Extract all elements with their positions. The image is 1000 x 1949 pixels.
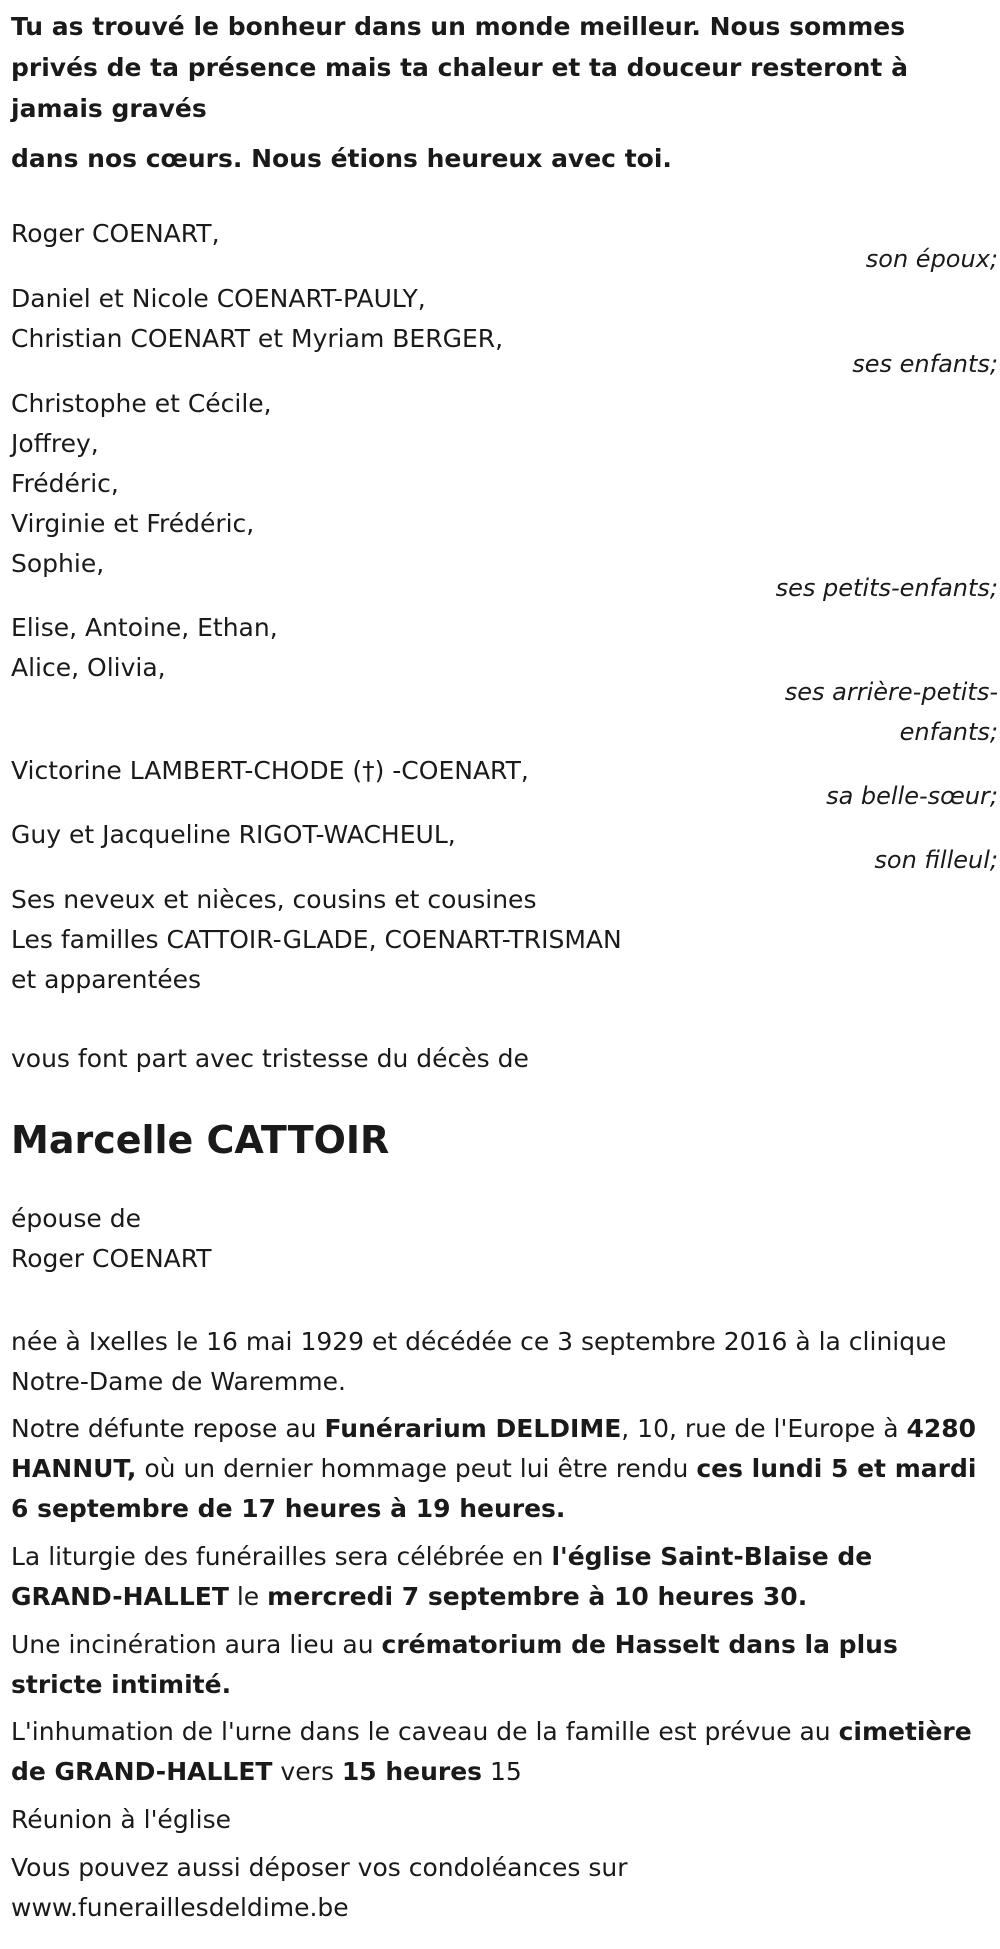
family-role-spouse: son époux; [865, 245, 998, 273]
family-name: Christian COENART et Myriam BERGER, [11, 324, 504, 353]
family-name: Joffrey, [11, 429, 99, 458]
spouse-info [11, 1199, 997, 1279]
condolences-website[interactable]: www.funeraillesdeldime.be [11, 1893, 349, 1922]
family-name: Christophe et Cécile, [11, 389, 272, 418]
extended-family [11, 880, 997, 1000]
text-segment: L'inhumation de l'urne dans le caveau de la famille est prévue au [11, 1717, 839, 1746]
funerarium-info [11, 1409, 991, 1529]
church-name: l'église Saint-Blaise de GRAND-HALLET [11, 1542, 873, 1611]
reunion-note: Réunion à l'église [11, 1805, 231, 1834]
text-segment: où un dernier hommage peut lui être rendu [136, 1454, 697, 1483]
deceased-name: Marcelle CATTOIR [11, 1118, 390, 1162]
liturgy-info [11, 1537, 991, 1617]
extended-family-line: Les familles CATTOIR-GLADE, COENART-TRISMAN [11, 925, 622, 954]
burial-info [11, 1712, 991, 1792]
spouse-label: épouse de [11, 1204, 141, 1233]
family-role-children: ses enfants; [852, 350, 998, 378]
birth-death-info: née à Ixelles le 16 mai 1929 et décédée ce 3 septembre 2016 à la clinique Notre-Dame de Waremme. [11, 1327, 947, 1396]
announcement: vous font part avec tristesse du décès de [11, 1044, 529, 1073]
cremation-info [11, 1625, 991, 1705]
text-segment: Notre défunte repose au [11, 1414, 325, 1443]
intro-verse-line-1: Tu as trouvé le bonheur dans un monde meilleur. Nous sommes privés de ta présence mais ta chaleur et ta douceur resteront à jamais gravés [11, 12, 908, 123]
family-name: Daniel et Nicole COENART-PAULY, [11, 284, 426, 313]
family-name: Elise, Antoine, Ethan, [11, 613, 278, 642]
crematorium-name: crématorium de Hasselt dans la plus stricte intimité. [11, 1630, 898, 1699]
liturgy-date: mercredi 7 septembre à 10 heures 30. [267, 1582, 808, 1611]
text-segment: La liturgie des funérailles sera célébrée en [11, 1542, 552, 1571]
spouse-name: Roger COENART [11, 1244, 212, 1273]
funerarium-name: Funérarium DELDIME [324, 1414, 622, 1443]
funerarium-city: 4280 HANNUT, [11, 1414, 977, 1483]
family-name: Alice, Olivia, [11, 653, 166, 682]
intro-verse [11, 6, 971, 179]
family-role-line: enfants; [899, 718, 998, 746]
family-group-grandchildren [11, 384, 997, 584]
visitation-times: ces lundi 5 et mardi 6 septembre de 17 heures à 19 heures. [11, 1454, 977, 1523]
family-name: Roger COENART, [11, 219, 220, 248]
family-name: Victorine LAMBERT-CHODE (†) -COENART, [11, 756, 529, 785]
text-segment: 15 [482, 1757, 522, 1786]
family-name: Virginie et Frédéric, [11, 509, 255, 538]
family-role-line: ses arrière-petits- [784, 678, 998, 706]
text-segment: , 10, rue de l'Europe à [621, 1414, 907, 1443]
text-segment: vers [272, 1757, 342, 1786]
condolences-text: Vous pouvez aussi déposer vos condoléances sur [11, 1853, 628, 1882]
family-role-great-grandchildren [738, 672, 998, 752]
text-segment: Une incinération aura lieu au [11, 1630, 382, 1659]
intro-verse-line-2: dans nos cœurs. Nous étions heureux avec toi. [11, 144, 672, 173]
extended-family-line: et apparentées [11, 965, 202, 994]
text-segment: le [228, 1582, 268, 1611]
condolences-info [11, 1848, 997, 1928]
family-name: Sophie, [11, 549, 105, 578]
family-name: Frédéric, [11, 469, 119, 498]
family-name: Guy et Jacqueline RIGOT-WACHEUL, [11, 820, 456, 849]
family-role-godson: son filleul; [874, 846, 998, 874]
burial-hour: 15 heures [341, 1757, 483, 1786]
family-role-sister-in-law: sa belle-sœur; [826, 782, 998, 810]
extended-family-line: Ses neveux et nièces, cousins et cousines [11, 885, 537, 914]
cemetery-name: cimetière de GRAND-HALLET [11, 1717, 972, 1786]
family-role-grandchildren: ses petits-enfants; [775, 574, 998, 602]
